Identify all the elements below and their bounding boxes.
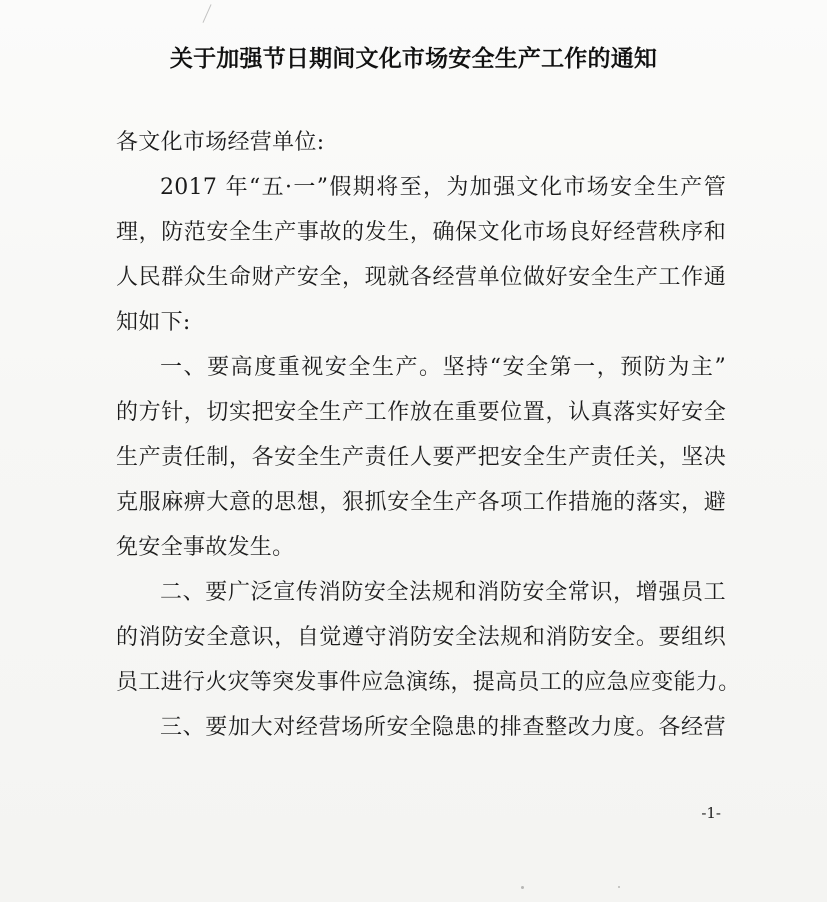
paragraph-line: 知如下:: [116, 310, 191, 335]
paragraph-line: 三、要加大对经营场所安全隐患的排查整改力度。各经营: [160, 715, 726, 740]
scan-dot: [618, 886, 620, 888]
paragraph-line: 的消防安全意识，自觉遵守消防安全法规和消防安全。要组织: [116, 625, 726, 650]
paragraph-line: 免安全事故发生。: [116, 535, 295, 560]
paragraph-line: 2017 年“五·一”假期将至，为加强文化市场安全生产管: [160, 175, 726, 200]
scan-dot: [521, 886, 524, 889]
scan-mark: [202, 4, 222, 28]
document-body: [116, 120, 741, 750]
document-title: 关于加强节日期间文化市场安全生产工作的通知: [169, 45, 658, 72]
paragraph-line: 人民群众生命财产安全，现就各经营单位做好安全生产工作通: [116, 265, 726, 290]
page-number: -1-: [701, 804, 721, 822]
paragraph-line: 理，防范安全生产事故的发生，确保文化市场良好经营秩序和: [116, 220, 726, 245]
paragraph-line: 的方针，切实把安全生产工作放在重要位置，认真落实好安全: [116, 400, 726, 425]
paragraph-line: 一、要高度重视安全生产。坚持“安全第一，预防为主”: [160, 355, 726, 380]
paragraph-line: 二、要广泛宣传消防安全法规和消防安全常识，增强员工: [160, 580, 726, 605]
paragraph-line: 克服麻痹大意的思想，狠抓安全生产各项工作措施的落实，避: [116, 490, 726, 515]
paragraph-line: 生产责任制，各安全生产责任人要严把安全生产责任关，坚决: [116, 445, 726, 470]
paragraph-line: 员工进行火灾等突发事件应急演练，提高员工的应急应变能力。: [116, 670, 741, 695]
salutation-line: 各文化市场经营单位:: [116, 130, 325, 155]
